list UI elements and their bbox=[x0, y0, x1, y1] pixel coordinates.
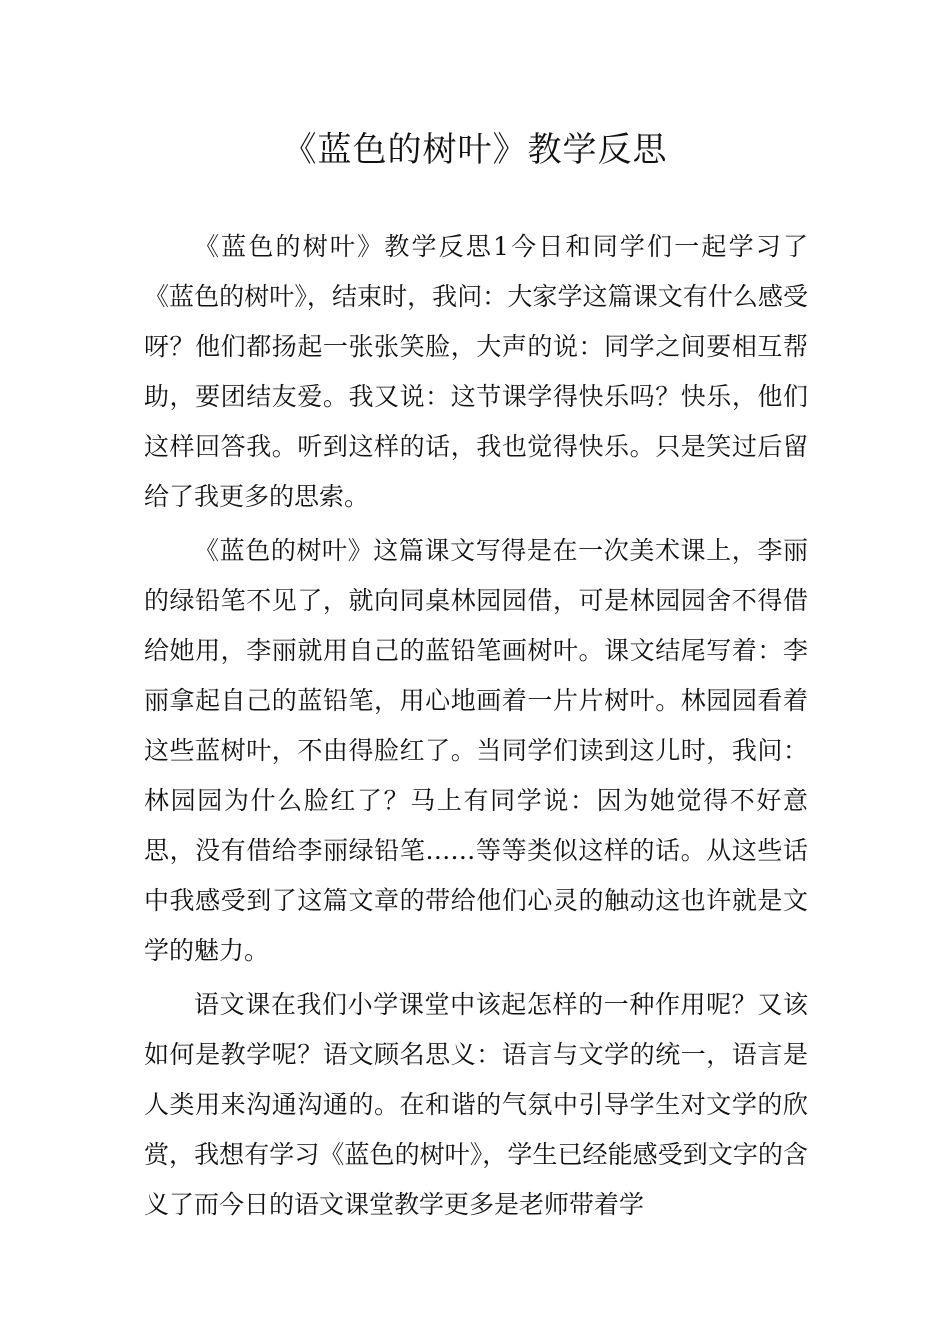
paragraph-1: 《蓝色的树叶》教学反思1今日和同学们一起学习了《蓝色的树叶》，结束时，我问：大家学这篇课文有什么感受呀？他们都扬起一张张笑脸，大声的说：同学之间要相互帮助，要团结友爱。我又说：这节课学得快乐吗？快乐，他们这样回答我。听到这样的话，我也觉得快乐。只是笑过后留给了我更多的思索。 bbox=[144, 232, 808, 511]
paragraph-3: 语文课在我们小学课堂中该起怎样的一种作用呢？又该如何是教学呢？语文顾名思义：语言与文学的统一，语言是人类用来沟通沟通的。在和谐的气氛中引导学生对文学的欣赏，我想有学习《蓝色的树叶》，学生已经能感受到文字的含义了而今日的语文课堂教学更多是老师带着学 bbox=[144, 990, 808, 1219]
page-title: 《蓝色的树叶》教学反思 bbox=[282, 130, 668, 170]
paragraph-2: 《蓝色的树叶》这篇课文写得是在一次美术课上，李丽的绿铅笔不见了，就向同桌林园园借，可是林园园舍不得借给她用，李丽就用自己的蓝铅笔画树叶。课文结尾写着：李丽拿起自己的蓝铅笔，用心地画着一片片树叶。林园园看着这些蓝树叶，不由得脸红了。当同学们读到这儿时，我问：林园园为什么脸红了？马上有同学说：因为她觉得不好意思，没有借给李丽绿铅笔……等等类似这样的话。从这些话中我感受到了这篇文章的带给他们心灵的触动这也许就是文学的魅力。 bbox=[144, 536, 808, 965]
document-body bbox=[144, 222, 808, 1234]
